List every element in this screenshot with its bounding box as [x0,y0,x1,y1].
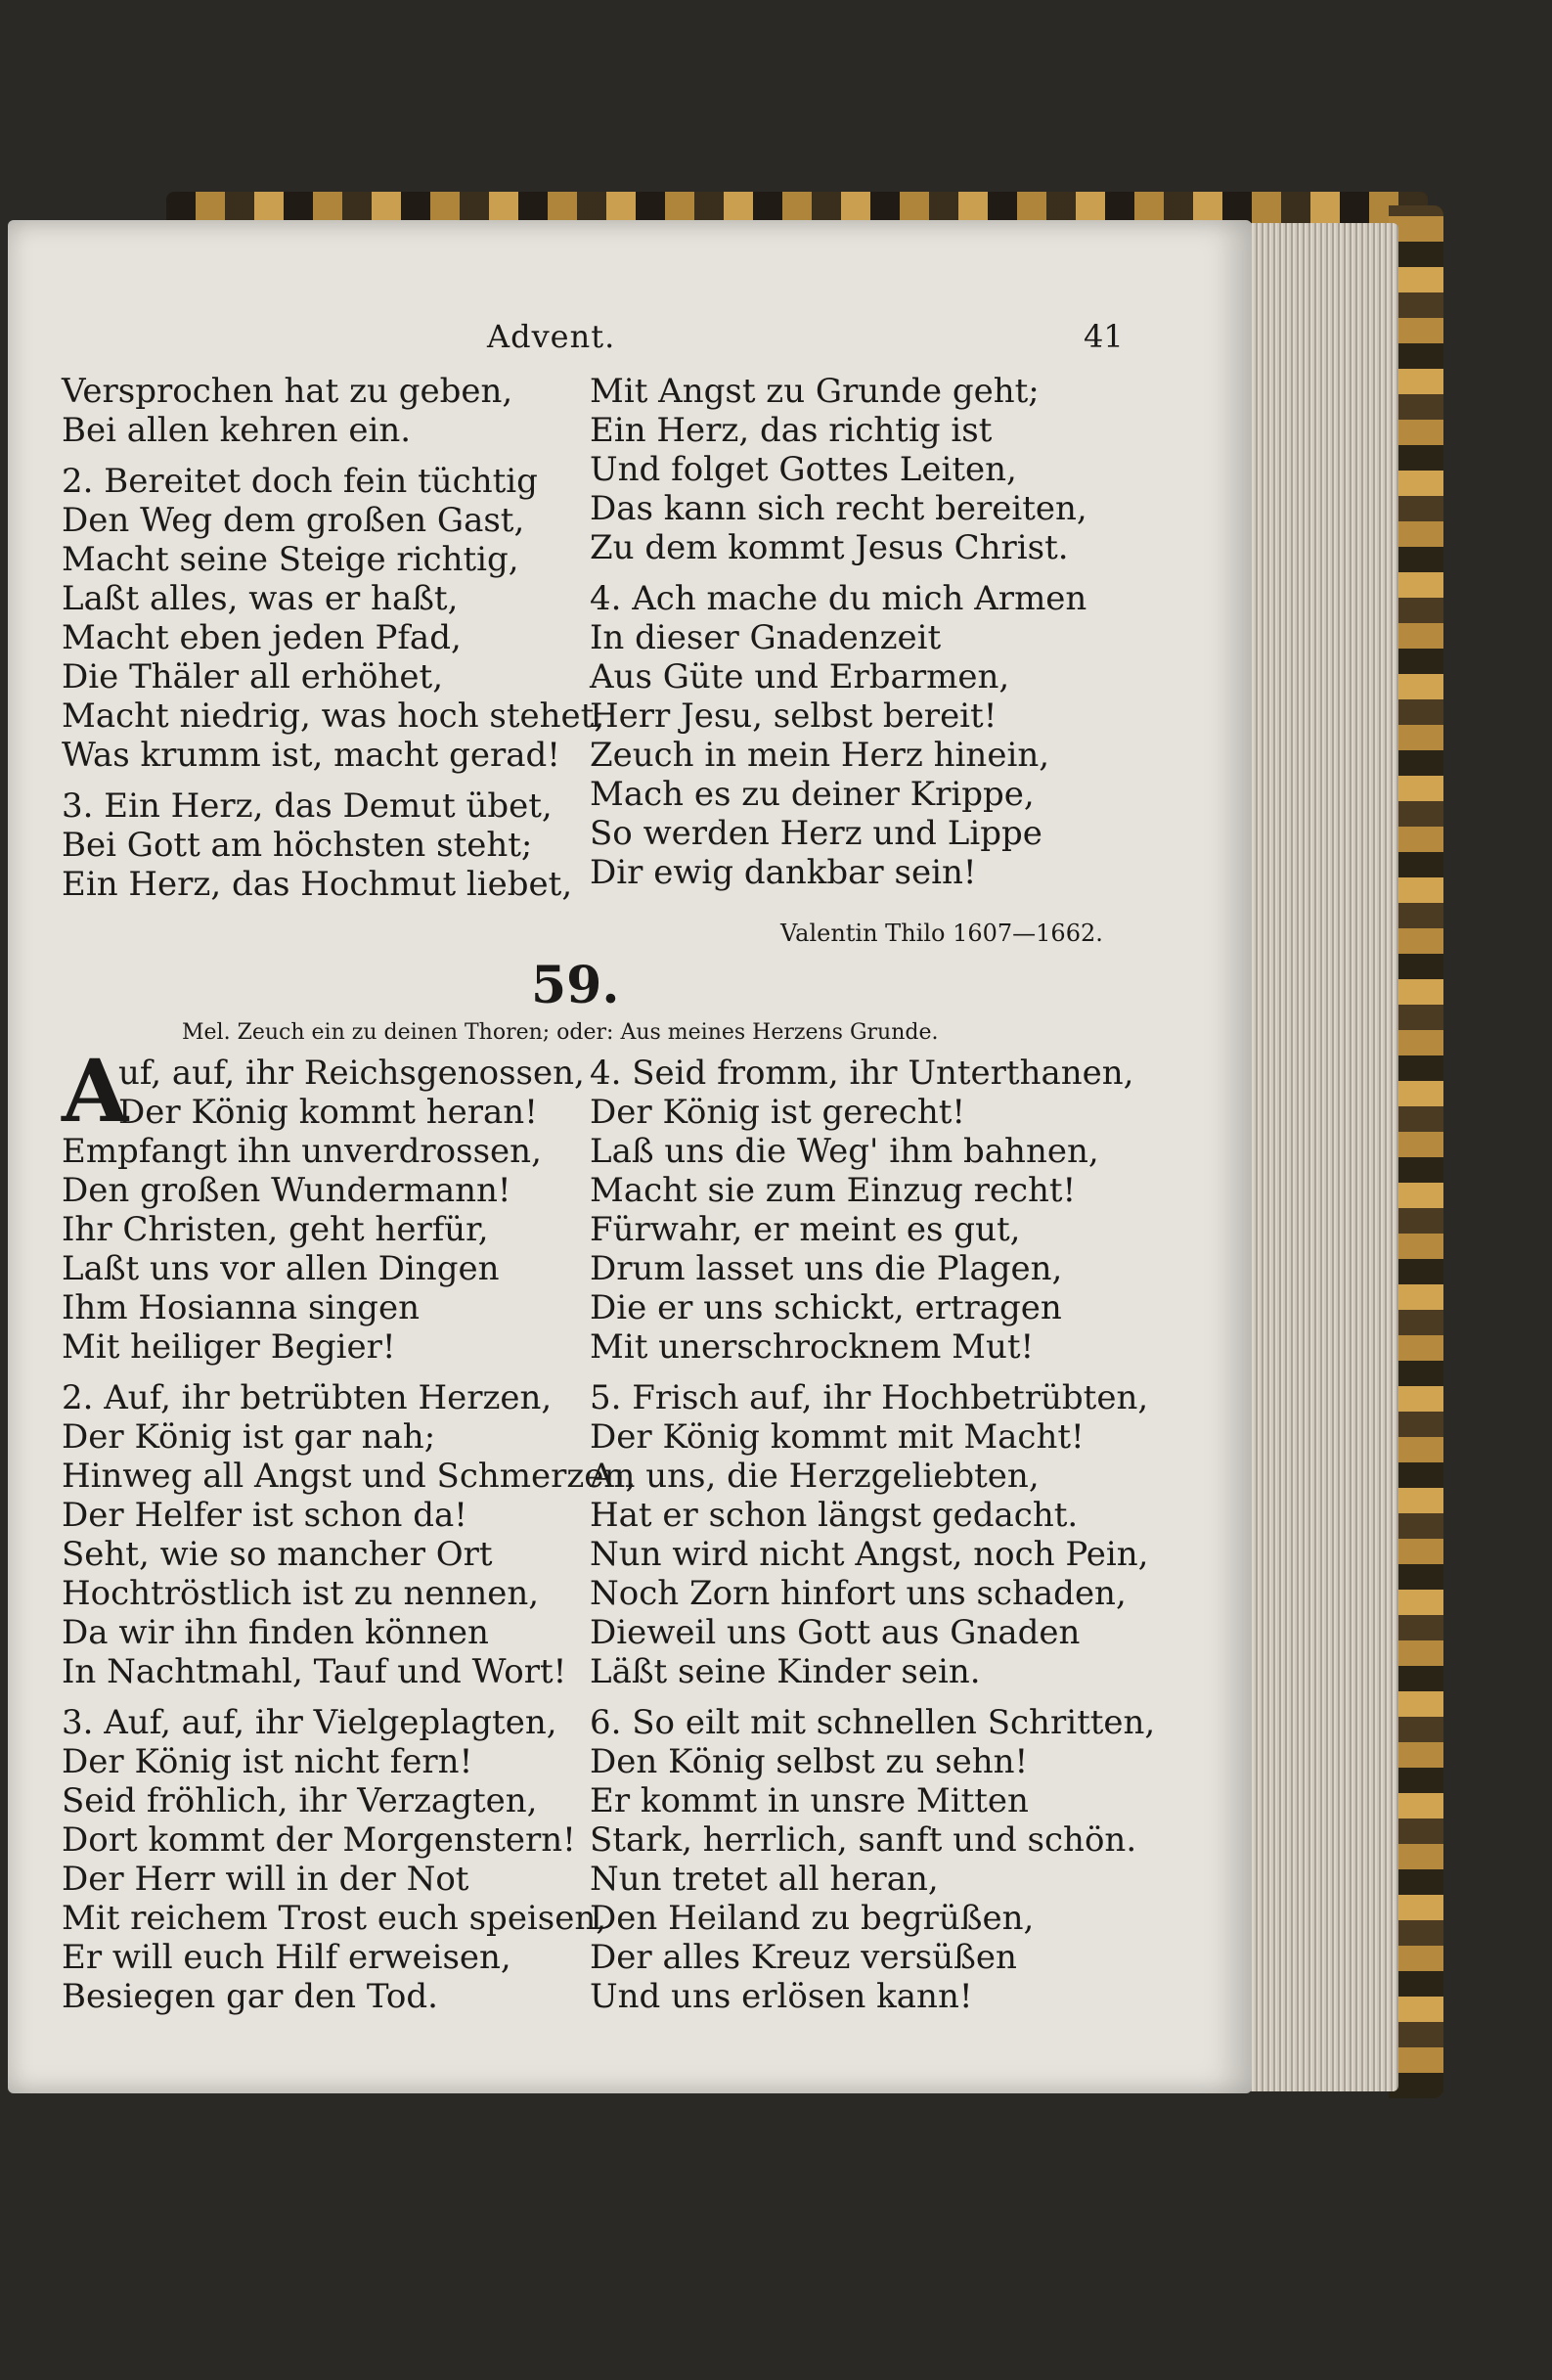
verse-line: Dort kommt der Morgenstern! [62,1820,576,1860]
verse-line: Herr Jesu, selbst bereit! [590,696,998,736]
verse-line: Besiegen gar den Tod. [62,1977,438,2016]
verse-line: Die er uns schickt, ertragen [590,1288,1062,1327]
verse-line: Ein Herz, das richtig ist [590,411,993,450]
verse-line: A uf, auf, ihr Reichsgenossen, [62,1040,585,1142]
verse-line: Laßt alles, was er haßt, [62,579,459,618]
verse-line: Den König selbst zu sehn! [590,1742,1029,1781]
verse-line: Der König ist gerecht! [590,1093,966,1132]
verse-line: Der Helfer ist schon da! [62,1496,467,1535]
verse-line: Was krumm ist, macht gerad! [62,736,560,775]
stanza-gap [62,775,604,786]
verse-line: 4. Ach mache du mich Armen [590,579,1087,618]
verse-line: Dir ewig dankbar sein! [590,853,977,892]
verse-line: Hat er schon längst gedacht. [590,1496,1079,1535]
verse-line: Macht seine Steige richtig, [62,540,519,579]
verse-line: Der König ist gar nah; [62,1417,436,1457]
page-header [8,318,1252,357]
verse-line: Den Weg dem großen Gast, [62,501,525,540]
verse-line: Ein Herz, das Hochmut liebet, [62,865,573,904]
verse-line: Der Herr will in der Not [62,1860,469,1899]
verse-line: Bei allen kehren ein. [62,411,412,450]
verse-line: Hinweg all Angst und Schmerzen, [62,1457,637,1496]
verse-line: Hochtröstlich ist zu nennen, [62,1574,540,1613]
stanza-gap [62,1691,636,1703]
verse-line: Mit reichem Trost euch speisen, [62,1899,607,1938]
verse-line: Macht eben jeden Pfad, [62,618,462,657]
verse-line: Der König ist nicht fern! [62,1742,473,1781]
verse-line: Macht niedrig, was hoch stehet, [62,696,605,736]
page-number: 41 [1084,318,1124,355]
stanza-gap [590,567,1087,579]
stanza-gap [62,450,604,462]
verse-line: Versprochen hat zu geben, [62,372,513,411]
verse-line: Der alles Kreuz versüßen [590,1938,1017,1977]
left-column-top [62,372,604,904]
verse-line: Zeuch in mein Herz hinein, [590,736,1050,775]
verse-line: In Nachtmahl, Tauf und Wort! [62,1652,567,1691]
verse-line: Mach es zu deiner Krippe, [590,775,1035,814]
book-page [8,220,1252,2093]
hymn-melody: Mel. Zeuch ein zu deinen Thoren; oder: Aus meines Herzens Grunde. [182,1020,939,1045]
verse-line: Läßt seine Kinder sein. [590,1652,981,1691]
verse-line: Fürwahr, er meint es gut, [590,1210,1021,1249]
verse-line: Mit Angst zu Grunde geht; [590,372,1040,411]
hymn-author: Valentin Thilo 1607—1662. [780,920,1103,947]
verse-line: 3. Ein Herz, das Demut übet, [62,786,553,826]
verse-line: An uns, die Herzgeliebten, [590,1457,1040,1496]
verse-line: Dieweil uns Gott aus Gnaden [590,1613,1081,1652]
hymn-number: 59. [531,956,620,1015]
verse-line: Noch Zorn hinfort uns schaden, [590,1574,1127,1613]
verse-line: Laß uns die Weg' ihm bahnen, [590,1132,1099,1171]
verse-line: Mit unerschrocknem Mut! [590,1327,1035,1367]
verse-line: Nun wird nicht Angst, noch Pein, [590,1535,1149,1574]
verse-line: 2. Bereitet doch fein tüchtig [62,462,538,501]
running-title: Advent. [487,318,616,355]
verse-line: 5. Frisch auf, ihr Hochbetrübten, [590,1378,1149,1417]
right-column-top [590,372,1087,892]
verse-line: Da wir ihn finden können [62,1613,489,1652]
verse-line: Die Thäler all erhöhet, [62,657,444,696]
verse-line: Und folget Gottes Leiten, [590,450,1017,489]
verse-line: Nun tretet all heran, [590,1860,939,1899]
stanza-gap [62,1367,636,1378]
verse-line: Mit heiliger Begier! [62,1327,396,1367]
verse-line: Laßt uns vor allen Dingen [62,1249,500,1288]
verse-line: Das kann sich recht bereiten, [590,489,1087,528]
verse-line: Stark, herrlich, sanft und schön. [590,1820,1137,1860]
verse-line: Ihm Hosianna singen [62,1288,420,1327]
verse-line: Drum lasset uns die Plagen, [590,1249,1063,1288]
stanza-gap [590,1367,1155,1378]
verse-line: Den großen Wundermann! [62,1171,511,1210]
verse-line: Seid fröhlich, ihr Verzagten, [62,1781,538,1820]
verse-line: Bei Gott am höchsten steht; [62,826,533,865]
left-column-bottom [62,1040,637,2016]
verse-line: Er will euch Hilf erweisen, [62,1938,511,1977]
verse-line: Und uns erlösen kann! [590,1977,973,2016]
verse-line: 4. Seid fromm, ihr Unterthanen, [590,1054,1134,1093]
verse-line: Der König kommt mit Macht! [590,1417,1085,1457]
verse-line: 2. Auf, ihr betrübten Herzen, [62,1378,553,1417]
verse-line: Ihr Christen, geht herfür, [62,1210,489,1249]
verse-line: Macht sie zum Einzug recht! [590,1171,1077,1210]
verse-line: Zu dem kommt Jesus Christ. [590,528,1069,567]
verse-line: Den Heiland zu begrüßen, [590,1899,1035,1938]
verse-line: Aus Güte und Erbarmen, [590,657,1010,696]
verse-line: 3. Auf, auf, ihr Vielgeplagten, [62,1703,557,1742]
page-stack-edge [1242,223,1398,2091]
verse-line: Seht, wie so mancher Ort [62,1535,493,1574]
verse-line: In dieser Gnadenzeit [590,618,942,657]
verse-line: 6. So eilt mit schnellen Schritten, [590,1703,1156,1742]
drop-cap: A [62,1040,129,1142]
verse-line: Er kommt in unsre Mitten [590,1781,1029,1820]
verse-line: Der König kommt heran! [118,1093,538,1132]
right-column-bottom [590,1054,1155,2016]
stanza-gap [590,1691,1155,1703]
verse-line: So werden Herz und Lippe [590,814,1042,853]
verse-line: Empfangt ihn unverdrossen, [62,1132,542,1171]
